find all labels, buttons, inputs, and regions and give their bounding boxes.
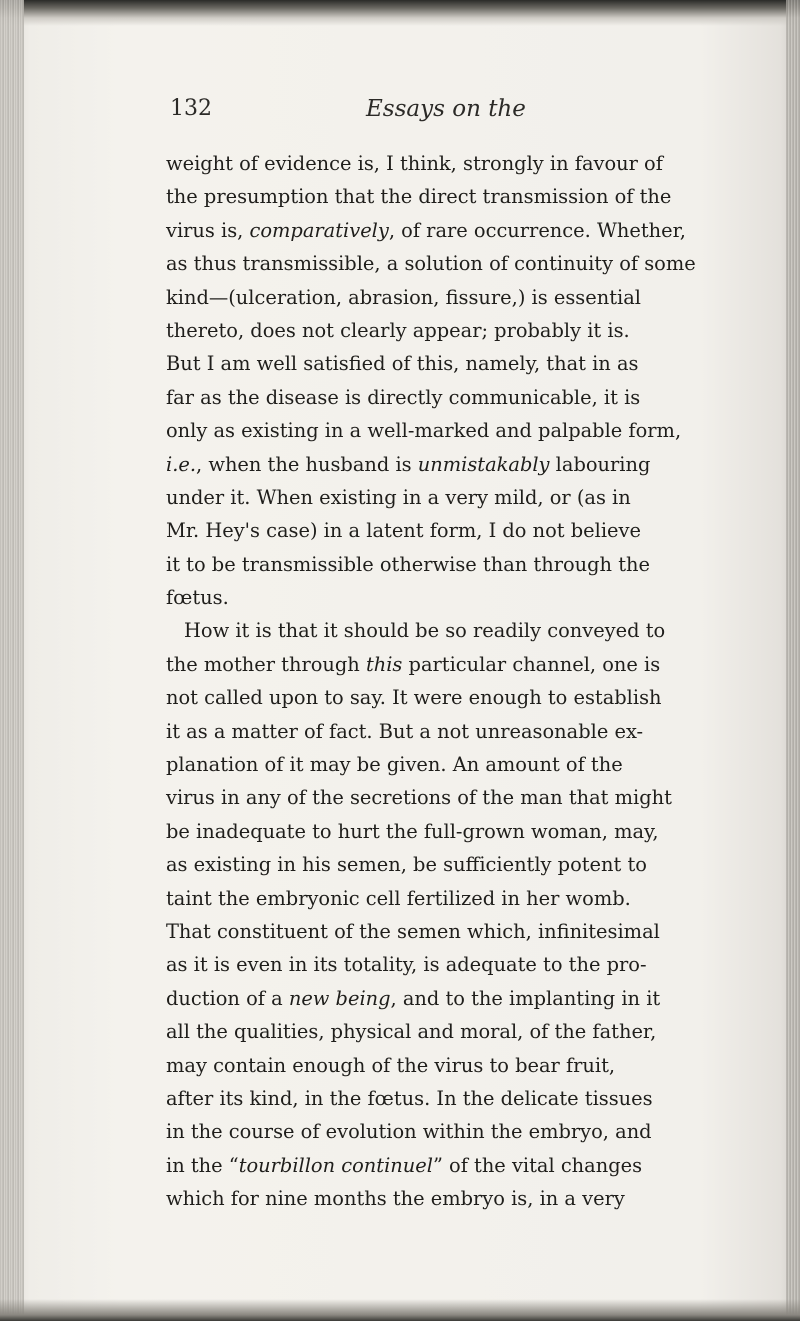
text-run: , when the husband is xyxy=(196,452,418,476)
text-run: weight of evidence is, I think, strongly in favour of xyxy=(166,152,663,175)
text-run: How it is that it should be so readily conveyed to xyxy=(184,619,666,643)
text-run: may contain enough of the virus to bear fruit, xyxy=(166,1053,616,1077)
text-line xyxy=(166,548,766,581)
text-run: all the qualities, physical and moral, of the father, xyxy=(166,1020,657,1044)
page-number: 132 xyxy=(170,96,212,121)
text-line xyxy=(166,247,766,280)
italic-text: tourbillon continuel xyxy=(238,1153,433,1177)
text-line xyxy=(166,848,766,881)
text-run: far as the disease is directly communicable, it is xyxy=(166,385,641,409)
page-top-edge xyxy=(0,0,800,26)
text-run: in the course of evolution within the embryo, and xyxy=(166,1120,652,1144)
italic-text: this xyxy=(365,652,403,676)
text-run: as existing in his semen, be sufficiently potent to xyxy=(166,853,647,877)
text-line xyxy=(166,514,766,547)
text-line xyxy=(166,915,766,948)
text-line xyxy=(166,314,766,347)
italic-text: comparatively xyxy=(249,218,389,242)
italic-text: new being xyxy=(288,986,391,1010)
text-run: the presumption that the direct transmission of the xyxy=(166,185,672,209)
text-line xyxy=(166,1082,766,1115)
text-line xyxy=(166,781,766,814)
text-run: virus is, xyxy=(166,218,250,242)
text-line xyxy=(166,681,766,714)
text-run: as thus transmissible, a solution of continuity of some xyxy=(166,252,696,276)
text-run: not called upon to say. It were enough to establish xyxy=(166,686,662,710)
text-line xyxy=(166,614,766,647)
text-run: , and to the implanting in it xyxy=(390,986,661,1010)
text-line xyxy=(166,581,766,614)
body-text xyxy=(166,147,766,1216)
text-line xyxy=(166,381,766,414)
text-line xyxy=(166,1015,766,1048)
text-run: labouring xyxy=(549,452,651,476)
text-run: Mr. Hey's case) in a latent form, I do not believe xyxy=(166,519,641,543)
running-title: Essays on the xyxy=(366,96,526,122)
text-run: thereto, does not clearly appear; probably it is. xyxy=(166,318,630,342)
text-run: only as existing in a well-marked and palpable form, xyxy=(166,419,682,443)
text-run: fœtus. xyxy=(166,586,229,610)
text-line xyxy=(166,414,766,447)
text-line xyxy=(166,1149,766,1182)
text-run: taint the embryonic cell fertilized in her womb. xyxy=(166,886,631,910)
binding-right-edge xyxy=(786,0,800,1321)
running-header xyxy=(170,96,730,130)
text-line xyxy=(166,1115,766,1148)
text-line xyxy=(166,882,766,915)
text-run: under it. When existing in a very mild, or (as in xyxy=(166,485,631,509)
text-run: it to be transmissible otherwise than through the xyxy=(166,552,650,576)
text-line xyxy=(166,715,766,748)
text-line xyxy=(166,180,766,213)
text-line xyxy=(166,281,766,314)
binding-left-edge xyxy=(0,0,24,1321)
text-run: in the “ xyxy=(166,1153,239,1177)
text-run: it as a matter of fact. But a not unreasonable ex- xyxy=(166,719,644,743)
text-run: , of rare occurrence. Whether, xyxy=(388,218,686,242)
text-run: after its kind, in the fœtus. In the delicate tissues xyxy=(166,1086,653,1110)
text-line xyxy=(166,1049,766,1082)
text-run: the mother through xyxy=(166,652,366,676)
text-line xyxy=(166,147,766,180)
text-run: But I am well satisfied of this, namely, that in as xyxy=(166,352,639,376)
text-run: planation of it may be given. An amount of the xyxy=(166,753,623,777)
text-run: ” of the vital changes xyxy=(432,1153,643,1177)
italic-text: i.e. xyxy=(166,452,197,476)
text-line xyxy=(166,948,766,981)
text-run: virus in any of the secretions of the man that might xyxy=(166,786,672,810)
text-line xyxy=(166,982,766,1015)
text-line xyxy=(166,347,766,380)
text-run: particular channel, one is xyxy=(402,652,661,676)
text-run: That constituent of the semen which, infinitesimal xyxy=(166,919,660,943)
italic-text: unmistakably xyxy=(417,452,550,476)
text-line xyxy=(166,214,766,247)
text-run: which for nine months the embryo is, in a very xyxy=(166,1187,625,1211)
text-run: duction of a xyxy=(166,986,289,1010)
text-run: kind—(ulceration, abrasion, fissure,) is essential xyxy=(166,285,641,309)
text-line xyxy=(166,648,766,681)
text-line xyxy=(166,1182,766,1215)
page-bottom-edge xyxy=(0,1299,800,1321)
text-line xyxy=(166,448,766,481)
text-line xyxy=(166,481,766,514)
text-line xyxy=(166,815,766,848)
text-run: be inadequate to hurt the full-grown woman, may, xyxy=(166,819,659,843)
text-run: as it is even in its totality, is adequate to the pro- xyxy=(166,953,647,977)
text-line xyxy=(166,748,766,781)
